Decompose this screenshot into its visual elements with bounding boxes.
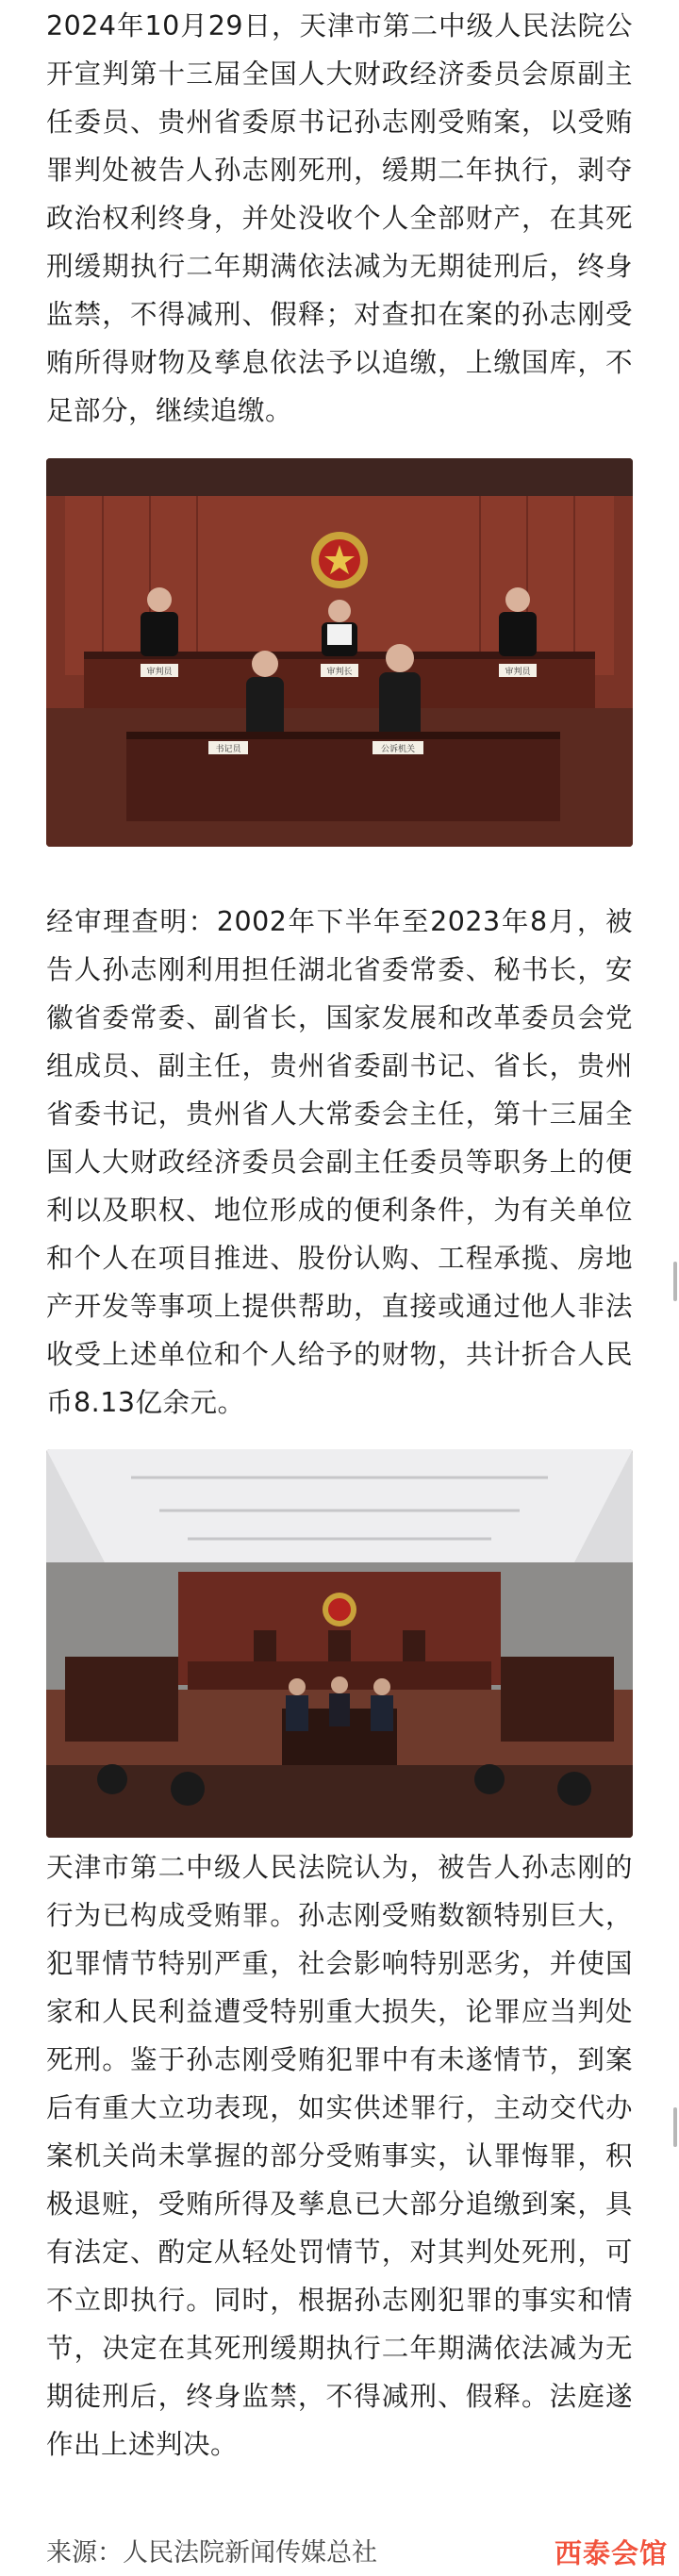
paragraph-court-opinion: 天津市第二中级人民法院认为，被告人孙志刚的行为已构成受贿罪。孙志刚受贿数额特别巨大，犯罪情节特别严重，社会影响特别恶劣，并使国家和人民利益遭受特别重大损失，论罪应当判处死刑。鉴于孙志刚受贿犯罪中有未遂情节，到案后有重大立功表现，如实供述罪行，主动交代办案机关尚未掌握的部分受贿事实，认罪悔罪，积极退赃，受贿所得及孳息已大部分追缴到案，具有法定、酌定从轻处罚情节，对其判处死刑，可不立即执行。同时，根据孙志刚犯罪的事实和情节，决定在其死刑缓期执行二年期满依法减为无期徒刑后，终身监禁，不得减刑、假释。法庭遂作出上述判决。 bbox=[46, 1852, 633, 2460]
source-line: 来源：人民法院新闻传媒总社 bbox=[46, 2538, 377, 2568]
placard-prosecution-label: 公诉机关 bbox=[380, 745, 416, 754]
placard-center-label: 审判长 bbox=[326, 668, 353, 677]
paragraph-verdict: 2024年10月29日，天津市第二中级人民法院公开宣判第十三届全国人大财政经济委员会原副主任委员、贵州省委原书记孙志刚受贿案，以受贿罪判处被告人孙志刚死刑，缓期二年执行，剥夺政治权利终身，并处没收个人全部财产，在其死刑缓期执行二年期满依法减为无期徒刑后，终身监禁，不得减刑、假释；对查扣在案的孙志刚受贿所得财物及孳息依法予以追缴，上缴国库，不足部分，继续追缴。 bbox=[46, 10, 633, 426]
national-emblem-icon bbox=[323, 1593, 356, 1627]
scrollbar-thumb-secondary[interactable] bbox=[673, 2107, 677, 2147]
national-emblem-icon bbox=[311, 532, 368, 588]
watermark-logo: 西泰会馆 bbox=[554, 2537, 668, 2569]
scrollbar-thumb[interactable] bbox=[673, 1262, 677, 1301]
placard-right-label: 审判员 bbox=[505, 668, 531, 677]
courtroom-verdict-photo bbox=[46, 458, 633, 847]
placard-clerk-label: 书记员 bbox=[215, 745, 241, 754]
paragraph-findings: 经审理查明：2002年下半年至2023年8月，被告人孙志刚利用担任湖北省委常委、秘书长，安徽省委常委、副省长，国家发展和改革委员会党组成员、副主任，贵州省委副书记、省长，贵州省委书记，贵州省人大常委会主任，第十三届全国人大财政经济委员会副主任委员等职务上的便利以及职权、地位形成的便利条件，为有关单位和个人在项目推进、股份认购、工程承揽、房地产开发等事项上提供帮助，直接或通过他人非法收受上述单位和个人给予的财物，共计折合人民币8.13亿余元。 bbox=[46, 906, 633, 1418]
placard-left-label: 审判员 bbox=[146, 668, 173, 677]
courtroom-hall-photo bbox=[46, 1449, 633, 1838]
